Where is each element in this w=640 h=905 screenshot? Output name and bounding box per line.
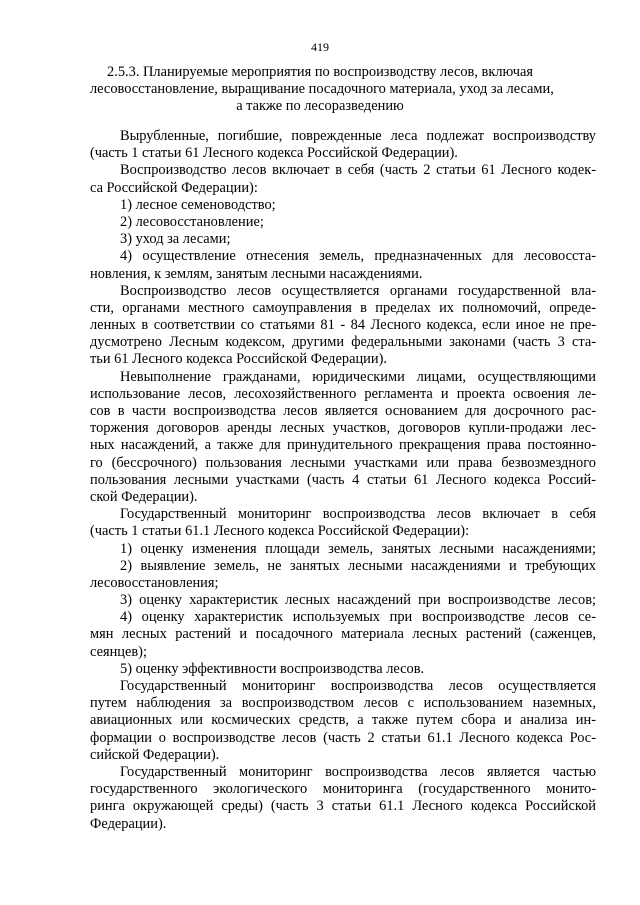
text-line: пользования лесными участками (часть 4 статьи 61 Лесного кодекса Россий- [90,471,596,488]
text-line: дусмотрено Лесным кодексом, другими федеральными законами (часть 3 ста- [90,334,596,351]
text-line: са Российской Федерации): [90,179,258,196]
text-line: 1) оценку изменения площади земель, занятых лесными насаждениями; [120,540,596,557]
text-line: 3) уход за лесами; [120,231,231,248]
page-number: 419 [311,40,329,54]
text-line: лесовосстановления; [90,574,219,591]
text-line: 3) оценку характеристик лесных насаждений при воспроизводстве лесов; [120,592,596,609]
text-line: формации о воспроизводстве лесов (часть 2 статьи 61.1 Лесного кодекса Рос- [90,729,596,746]
heading-line: лесовосстановление, выращивание посадочного материала, уход за лесами, [90,81,554,97]
text-line: ринга окружающей среды) (часть 3 статьи 61.1 Лесного кодекса Российской [90,798,596,815]
text-line: Вырубленные, погибшие, поврежденные леса подлежат воспроизводству [120,128,596,144]
section-heading [90,64,554,115]
text-line: сеянцев); [90,643,147,660]
text-line: сов в части воспроизводства лесов является основанием для досрочного рас- [90,403,596,419]
text-line: Государственный мониторинг воспроизводства лесов осуществляется [120,678,596,694]
text-line: использование лесов, лесохозяйственного регламента и проекта освоения ле- [90,385,596,402]
text-line: 1) лесное семеноводство; [120,196,276,213]
text-line: сийской Федерации). [90,746,220,763]
text-line: (часть 1 статьи 61 Лесного кодекса Российской Федерации). [90,145,458,162]
text-line: 2) выявление земель, не занятых лесными насаждениями и требующих [120,557,596,574]
text-line: тьи 61 Лесного кодекса Российской Федерации). [90,351,387,368]
text-line: Государственный мониторинг воспроизводства лесов является частью [120,763,596,780]
text-line: Невыполнение гражданами, юридическими лицами, осуществляющими [120,368,596,385]
text-line: го (бессрочного) пользования лесными участками или права безвозмездного [90,454,596,471]
heading-line: 2.5.3. Планируемые мероприятия по воспроизводству лесов, включая [107,64,533,80]
heading-line: а также по лесоразведению [236,98,404,114]
text-line: Государственный мониторинг воспроизводства лесов включает в себя [120,506,596,523]
text-line: 5) оценку эффективности воспроизводства лесов. [120,660,425,677]
body-text [90,128,596,833]
text-line: торжения договоров аренды лесных участков, договоров купли-продажи лес- [90,420,596,437]
text-line: 4) осуществление отнесения земель, предназначенных для лесовосста- [120,248,596,265]
text-line: Воспроизводство лесов осуществляется органами государственной вла- [120,282,596,299]
text-line: авиационных или космических средств, а также путем сбора и анализа ин- [90,712,596,729]
text-line: ской Федерации). [90,488,198,505]
text-line: Федерации). [90,815,167,832]
text-line: Воспроизводство лесов включает в себя (часть 2 статьи 61 Лесного кодек- [120,162,596,179]
text-line: 2) лесовосстановление; [120,213,264,230]
text-line: (часть 1 статьи 61.1 Лесного кодекса Российской Федерации): [90,523,470,540]
text-line: государственного экологического мониторинга (государственного монито- [90,781,596,798]
text-line: новления, к землям, занятым лесными насаждениями. [90,265,423,282]
text-line: мян лесных растений и посадочного материала лесных растений (саженцев, [90,626,596,643]
text-line: сти, органами местного самоуправления в пределах их полномочий, опреде- [90,299,596,316]
text-line: 4) оценку характеристик используемых при воспроизводстве лесов се- [120,609,596,626]
text-line: ных насаждений, а также для принудительного прекращения права постоянно- [90,437,596,454]
text-line: ленных в соответствии со статьями 81 - 84 Лесного кодекса, если иное не пре- [90,317,596,334]
text-line: путем наблюдения за воспроизводством лесов с использованием наземных, [90,695,596,712]
